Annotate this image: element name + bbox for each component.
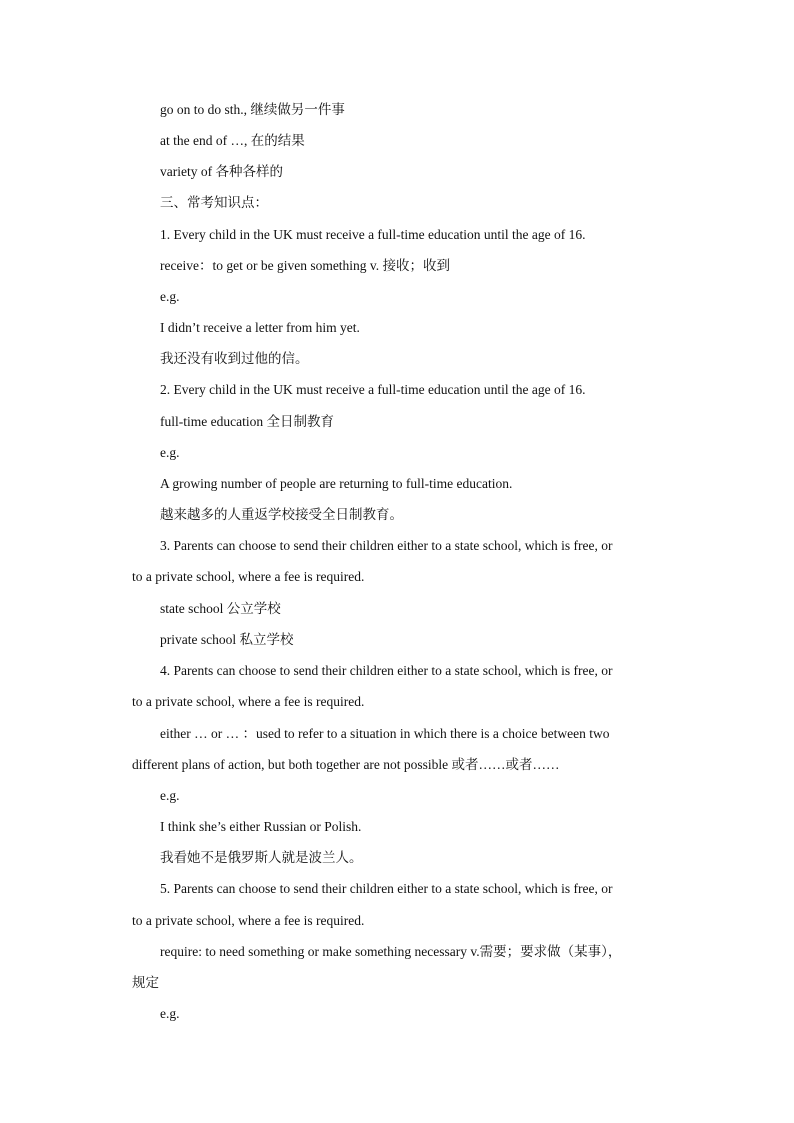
text-line: 2. Every child in the UK must receive a full-time education until the age of 16.	[160, 382, 586, 397]
text-line: to a private school, where a fee is required.	[132, 913, 365, 928]
text-line: require: to need something or make something necessary v.需要；要求做（某事），	[160, 944, 622, 959]
example-label: e.g.	[160, 289, 180, 304]
example-label: e.g.	[160, 788, 180, 803]
text-line: 1. Every child in the UK must receive a full-time education until the age of 16.	[160, 227, 586, 242]
text-line: 5. Parents can choose to send their children either to a state school, which is free, or	[160, 881, 613, 896]
text-line: variety of 各种各样的	[160, 164, 283, 179]
text-line: at the end of …, 在的结果	[160, 133, 305, 148]
text-line: 4. Parents can choose to send their children either to a state school, which is free, or	[160, 663, 613, 678]
text-line: go on to do sth., 继续做另一件事	[160, 102, 345, 117]
text-line: I think she’s either Russian or Polish.	[160, 819, 362, 834]
text-line: state school 公立学校	[160, 601, 281, 616]
text-line: receive：to get or be given something v. 接收；收到	[160, 258, 451, 273]
section-heading: 三、常考知识点：	[160, 195, 268, 210]
text-line: I didn’t receive a letter from him yet.	[160, 320, 360, 335]
text-line: 3. Parents can choose to send their children either to a state school, which is free, or	[160, 538, 613, 553]
text-line: A growing number of people are returning to full-time education.	[160, 476, 513, 491]
text-line: to a private school, where a fee is required.	[132, 694, 365, 709]
text-line: 我看她不是俄罗斯人就是波兰人。	[160, 850, 363, 865]
text-line: 越来越多的人重返学校接受全日制教育。	[160, 507, 403, 522]
text-line: to a private school, where a fee is required.	[132, 569, 365, 584]
text-line: either … or … ：used to refer to a situation in which there is a choice between two	[160, 726, 610, 741]
example-label: e.g.	[160, 445, 180, 460]
text-line: private school 私立学校	[160, 632, 294, 647]
text-line: different plans of action, but both together are not possible 或者……或者……	[132, 757, 560, 772]
text-line: full-time education 全日制教育	[160, 414, 334, 429]
example-label: e.g.	[160, 1006, 180, 1021]
text-line: 我还没有收到过他的信。	[160, 351, 309, 366]
text-line: 规定	[132, 975, 159, 990]
